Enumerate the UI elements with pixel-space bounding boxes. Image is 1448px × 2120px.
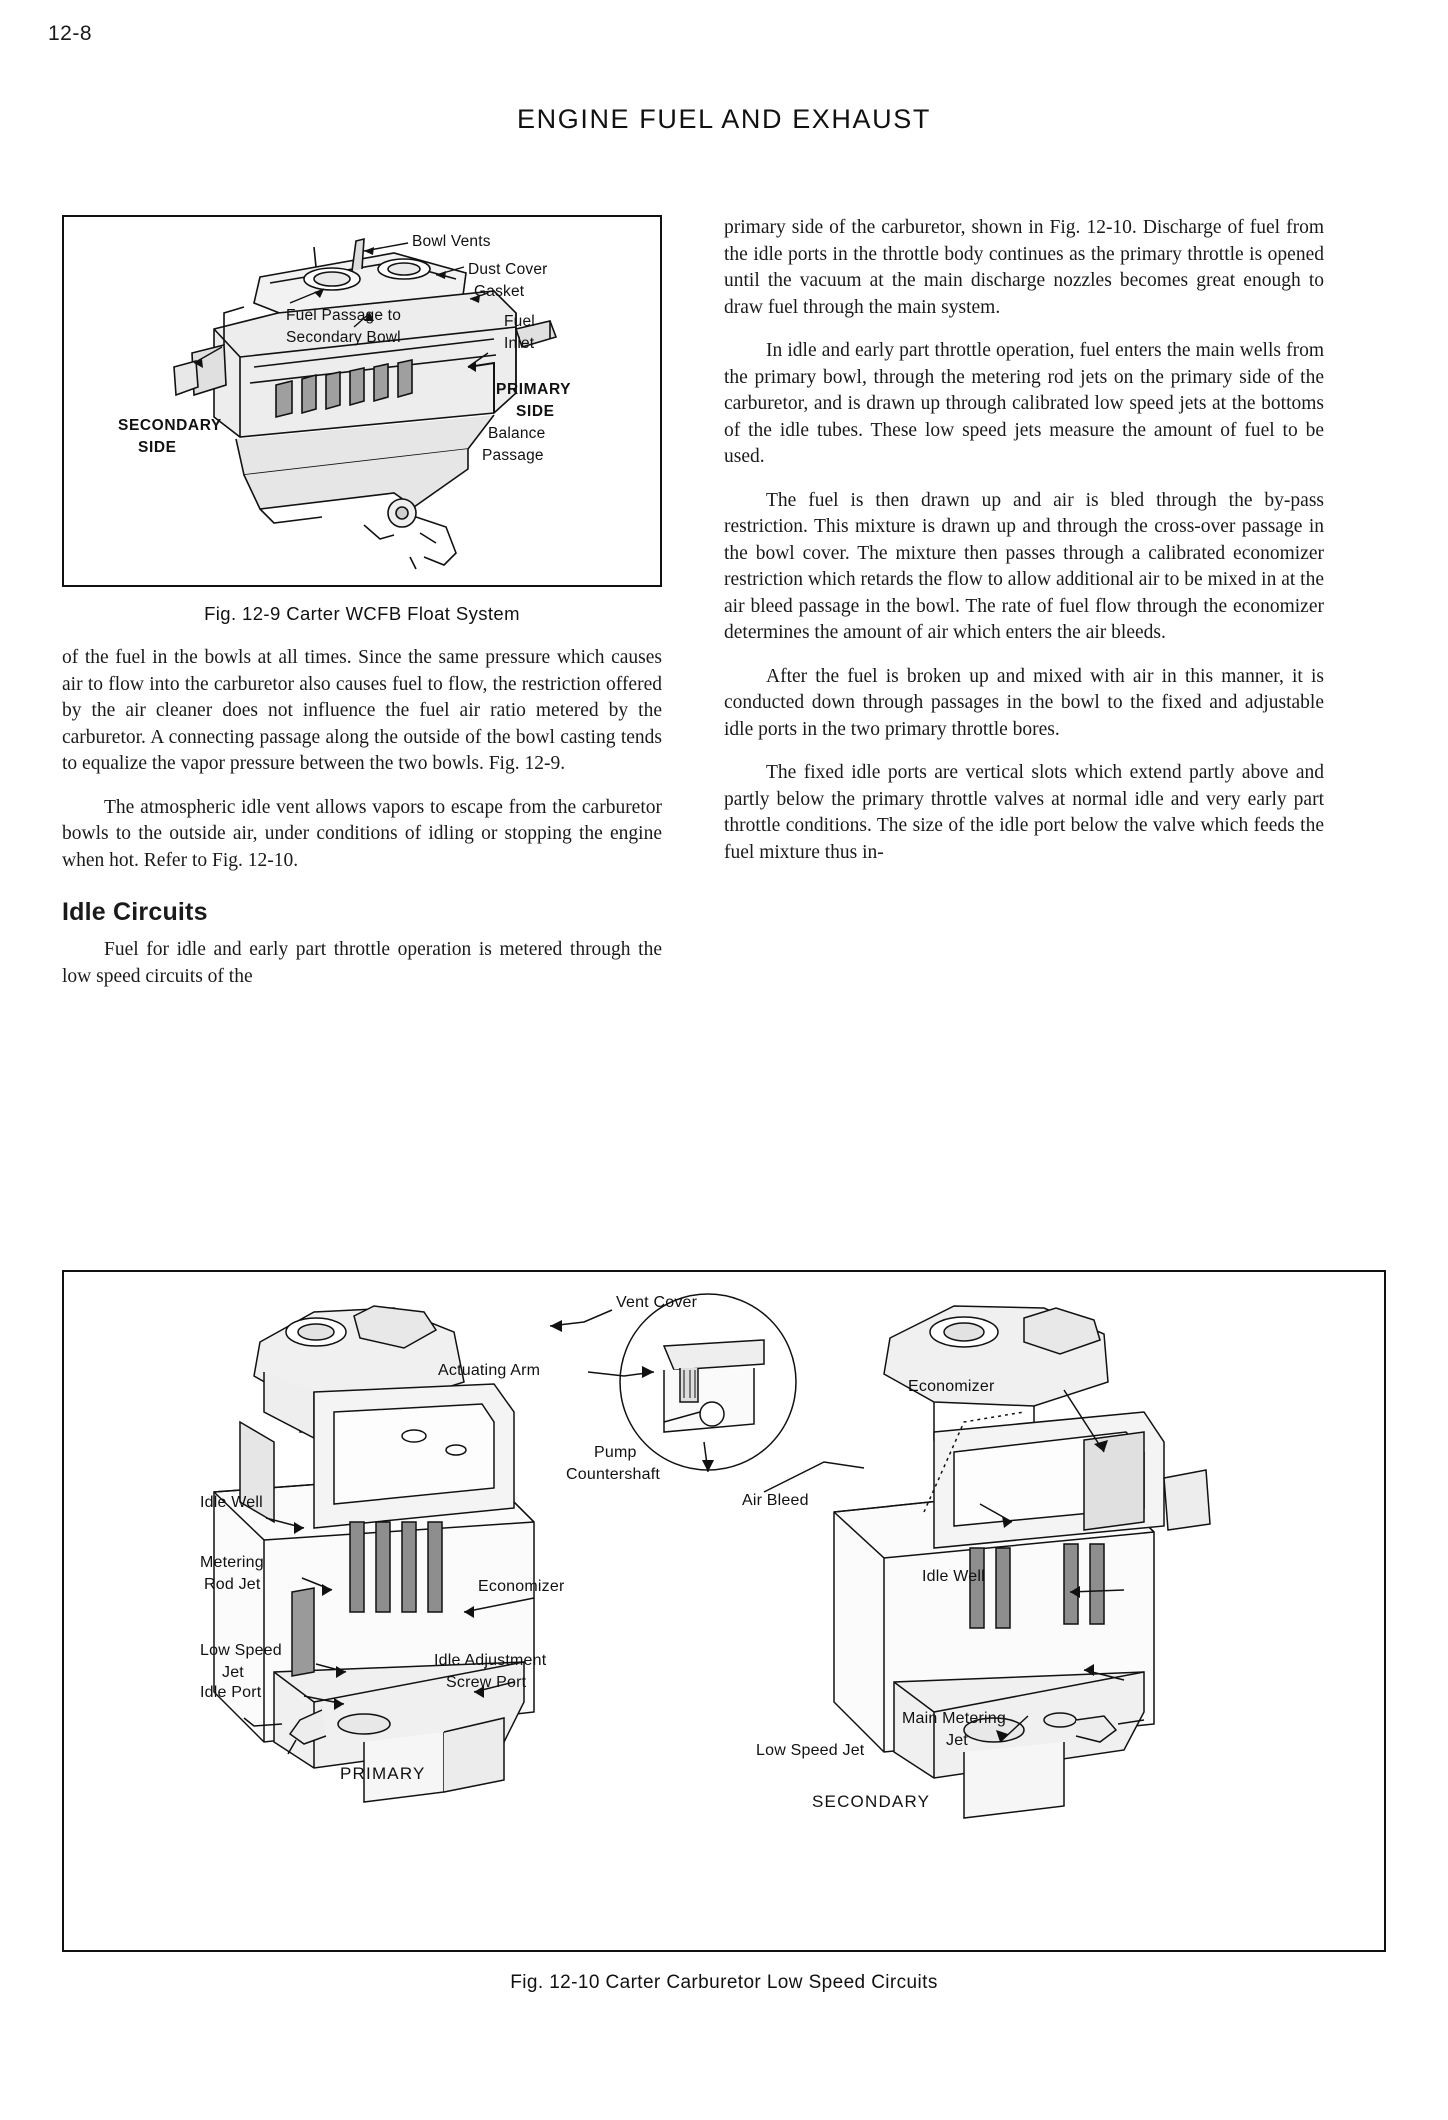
label-primary: PRIMARY [340, 1764, 426, 1783]
paragraph: of the fuel in the bowls at all times. Since the same pressure which causes air to flow into the carburetor also causes fuel to flow, the restriction offered by the air cleaner does not influence the fuel air ratio metered by the carburetor. A connecting passage along the outside of the bowl casting tends to equalize the vapor pressure between the two bowls. Fig. 12-9. [62, 647, 662, 774]
label-low-speed: Low Speed [200, 1642, 282, 1659]
page-number: 12-8 [48, 22, 93, 45]
body-columns [62, 215, 1386, 1245]
label-low-speed-jet: Jet [222, 1664, 244, 1681]
label-metering: Metering [200, 1554, 264, 1571]
figure-12-9 [62, 215, 662, 587]
carburetor-float-system-illustration [64, 217, 660, 585]
label-main-metering: Main Metering [902, 1710, 1006, 1727]
label-secondary-side-bottom: SIDE [138, 439, 177, 456]
label-idle-port: Idle Port [200, 1684, 262, 1701]
paragraph: The fuel is then drawn up and air is bled through the by-pass restriction. This mixture is drawn up and through the cross-over passage in the bowl cover. The mixture then passes through a calibrated economizer restriction which retards the flow to allow additional air to be mixed in at the air bleed passage in the bowl. The rate of fuel flow through the economizer determines the amount of air which enters the air bleeds. [724, 489, 1324, 643]
section-heading-idle-circuits: Idle Circuits [62, 898, 208, 926]
paragraph: In idle and early part throttle operation, fuel enters the main wells from the primary bowl, through the metering rod jets on the primary side of the carburetor, and is drawn up through calibrated low speed jets at the bottoms of the idle tubes. These low speed jets measure the amount of fuel to be used. [724, 340, 1324, 467]
paragraph: After the fuel is broken up and mixed with air in this manner, it is conducted down through passages in the bowl to the fixed and adjustable idle ports in the two primary throttle bores. [724, 665, 1324, 740]
low-speed-circuits-illustration [64, 1272, 1384, 1950]
paragraph: primary side of the carburetor, shown in Fig. 12-10. Discharge of fuel from the idle ports in the throttle body continues as the primary throttle is opened until the vacuum at the main discharge nozzles becomes great enough to draw fuel through the main system. [724, 217, 1324, 318]
label-metering-rod-jet: Rod Jet [204, 1576, 261, 1593]
label-fuel-passage-secondary-bowl: Secondary Bowl [286, 329, 401, 346]
label-low-speed-jet-right: Low Speed Jet [756, 1742, 865, 1759]
label-main-metering-jet: Jet [946, 1732, 968, 1749]
figure-12-10-wrapper [62, 1270, 1386, 1994]
right-column [724, 215, 1324, 883]
label-dust-cover-gasket: Gasket [474, 283, 525, 300]
paragraph: The fixed idle ports are vertical slots which extend partly above and partly below the primary throttle valves at normal idle and very early part throttle conditions. The size of the idle port below the valve which feeds the fuel mixture thus in- [724, 762, 1324, 863]
label-vent-cover: Vent Cover [616, 1294, 698, 1311]
label-idle-adjustment-screw-port: Screw Port [446, 1674, 527, 1691]
label-economizer-right: Economizer [908, 1378, 995, 1395]
label-primary-side-top: PRIMARY [496, 381, 572, 398]
label-actuating-arm: Actuating Arm [438, 1362, 541, 1379]
label-idle-well-left: Idle Well [200, 1494, 263, 1511]
label-pump-countershaft: Countershaft [566, 1466, 661, 1483]
label-primary-side-bottom: SIDE [516, 403, 555, 420]
label-idle-well-right: Idle Well [922, 1568, 985, 1585]
label-economizer-left: Economizer [478, 1578, 565, 1595]
label-pump: Pump [594, 1444, 637, 1461]
label-idle-adjustment: Idle Adjustment [434, 1652, 547, 1669]
figure-12-9-caption: Fig. 12-9 Carter WCFB Float System [204, 603, 520, 624]
page-title: ENGINE FUEL AND EXHAUST [517, 104, 931, 134]
label-fuel-inlet: Inlet [504, 335, 535, 352]
label-dust-cover: Dust Cover [468, 261, 548, 278]
label-bowl-vents: Bowl Vents [412, 233, 491, 250]
left-column [62, 215, 662, 1007]
label-fuel-passage: Fuel Passage to [286, 307, 402, 324]
label-fuel: Fuel [504, 313, 535, 330]
label-secondary-side-top: SECONDARY [118, 417, 222, 434]
paragraph: Fuel for idle and early part throttle operation is metered through the low speed circuits of the [62, 939, 662, 987]
label-secondary: SECONDARY [812, 1792, 931, 1811]
label-air-bleed: Air Bleed [742, 1492, 809, 1509]
label-balance: Balance [488, 425, 546, 442]
figure-12-10-caption: Fig. 12-10 Carter Carburetor Low Speed Circuits [510, 1972, 938, 1993]
paragraph: The atmospheric idle vent allows vapors to escape from the carburetor bowls to the outside air, under conditions of idling or stopping the engine when hot. Refer to Fig. 12-10. [62, 796, 662, 871]
figure-12-10 [62, 1270, 1386, 1952]
label-balance-passage: Passage [482, 447, 544, 464]
